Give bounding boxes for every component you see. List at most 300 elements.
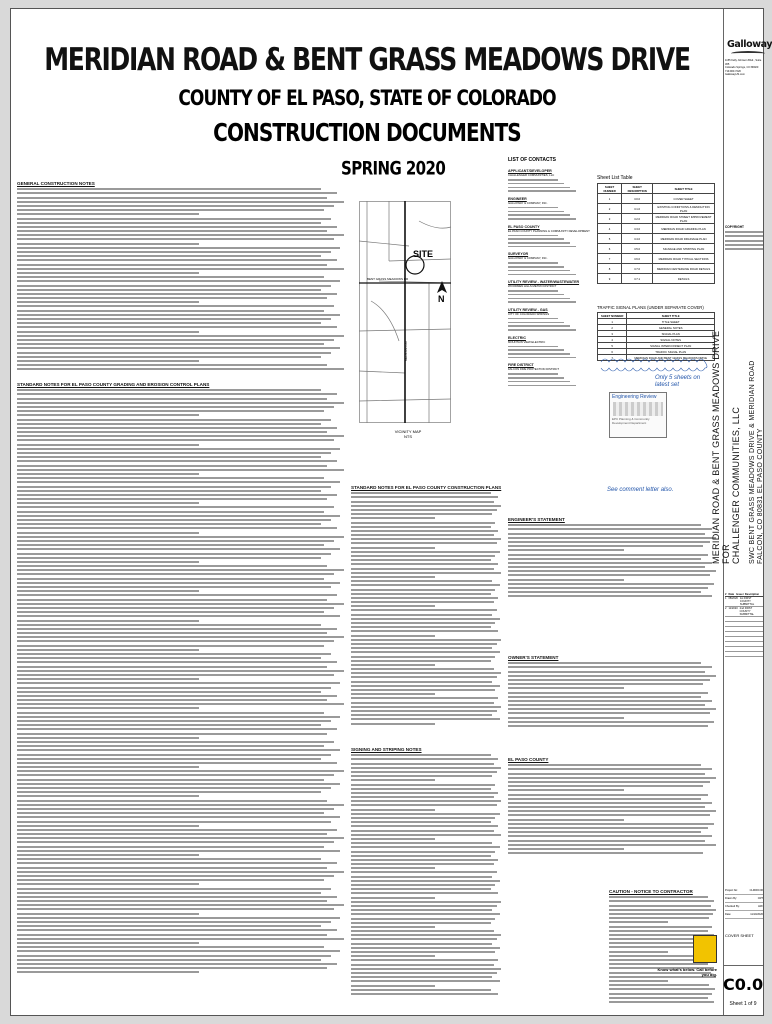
text-line — [17, 527, 337, 529]
text-line — [351, 804, 497, 806]
text-line — [17, 448, 340, 450]
contact-name: CHALLENGER COMMUNITIES, LLC — [508, 173, 555, 177]
issue-cell: 1st FIRST COUNTY SUBMITTAL — [739, 597, 755, 606]
text-line — [17, 640, 334, 642]
standard-construction-notes-heading: STANDARD NOTES FOR EL PASO COUNTY CONSTRUCTION PLANS — [351, 485, 502, 490]
meridian-road-label: MERIDIAN RD — [404, 341, 408, 361]
meta-row — [725, 903, 763, 911]
text-line — [351, 689, 495, 691]
logo-swoosh-icon — [731, 51, 765, 56]
text-line — [17, 938, 344, 940]
season-label: SPRING 2020 — [341, 157, 446, 180]
contact-heading: APPLICANT/DEVELOPER — [508, 169, 552, 173]
text-line — [508, 570, 716, 572]
text-line — [351, 830, 494, 832]
contact-heading: FIRE DISTRICT — [508, 363, 534, 368]
text-line — [508, 725, 708, 727]
text-line — [351, 551, 500, 553]
text-line — [508, 840, 705, 842]
text-line — [17, 955, 331, 957]
text-line — [17, 347, 340, 349]
text-line — [17, 218, 331, 220]
text-line — [17, 917, 340, 919]
text-line — [17, 892, 321, 894]
text-line — [351, 501, 494, 503]
text-line — [508, 785, 703, 787]
text-line — [508, 835, 712, 837]
table-row — [598, 274, 715, 284]
text-line — [609, 993, 712, 995]
text-line — [17, 494, 337, 496]
text-line — [17, 410, 324, 412]
stamp-line-1: EPC Planning & Community — [612, 417, 650, 421]
text-line — [17, 913, 199, 915]
text-line — [17, 565, 327, 567]
table-header-cell: SHEET NUMBER — [598, 313, 627, 319]
address-line-4: GallowayUS.com — [725, 73, 745, 77]
table-row — [598, 224, 715, 234]
text-line — [351, 568, 494, 570]
text-line — [17, 393, 337, 395]
vicinity-map-scale: NTS — [404, 434, 412, 439]
text-line — [351, 538, 501, 540]
text-line — [17, 691, 321, 693]
vertical-project-name-1: MERIDIAN ROAD & BENT GRASS MEADOWS DRIVE — [711, 330, 721, 564]
contacts-list — [508, 169, 592, 386]
text-line — [351, 572, 501, 574]
text-line — [17, 293, 337, 295]
text-line — [351, 788, 491, 790]
text-line — [508, 662, 701, 664]
see-comment-note: See comment letter also. — [607, 487, 674, 493]
text-line — [17, 816, 340, 818]
text-line — [17, 322, 321, 324]
contact-name: CITY OF COLORADO SPRINGS — [508, 311, 550, 316]
text-line — [508, 708, 716, 710]
text-line — [17, 837, 344, 839]
table-cell: 2 — [598, 325, 627, 331]
table-cell: MERIDIAN ROAD AND BENT GRASS MEADOWS DRIVE — [627, 355, 715, 361]
contact-entry — [508, 280, 592, 303]
contact-name: WOODMEN HILLS METRO DISTRICT — [508, 284, 557, 288]
table-cell: C1.0 — [622, 204, 653, 214]
text-line — [17, 314, 340, 316]
text-line — [351, 563, 498, 565]
text-line — [17, 950, 340, 952]
text-line — [17, 590, 199, 592]
issue-cell: 2nd FIRST COUNTY SUBMITTAL — [739, 607, 755, 616]
table-cell: C4.0 — [622, 234, 653, 244]
table-row — [598, 244, 715, 254]
text-line — [17, 511, 324, 513]
sheet-list — [597, 175, 717, 300]
text-line — [17, 661, 337, 663]
text-line — [351, 702, 494, 704]
text-line — [17, 657, 321, 659]
issue-col-date: Date — [728, 593, 735, 596]
table-cell: 4 — [598, 224, 622, 234]
text-line — [17, 821, 331, 823]
standard-construction-notes-block — [351, 485, 503, 735]
text-line — [508, 554, 708, 556]
text-line — [17, 649, 199, 651]
table-cell: 5 — [598, 234, 622, 244]
text-line — [17, 779, 324, 781]
contact-entry — [508, 197, 592, 220]
text-line — [508, 541, 710, 543]
text-line — [17, 477, 324, 479]
text-line — [351, 693, 435, 695]
text-line — [17, 624, 321, 626]
owner-statement-block — [508, 655, 718, 745]
text-line — [17, 599, 327, 601]
text-line — [508, 704, 705, 706]
contact-entry — [508, 252, 592, 275]
text-line — [609, 984, 709, 986]
contact-heading: EL PASO COUNTY — [508, 224, 540, 229]
stamp-line-2: Development Department — [612, 421, 647, 425]
text-line — [17, 770, 344, 772]
text-line — [508, 679, 710, 681]
text-line — [17, 460, 337, 462]
text-line — [351, 660, 491, 662]
text-line — [17, 423, 321, 425]
text-line — [351, 955, 435, 957]
text-line — [351, 867, 435, 869]
table-cell: C7.0 — [622, 264, 653, 274]
table-cell: 5 — [598, 343, 627, 349]
text-line — [17, 653, 331, 655]
contact-entry — [508, 225, 592, 248]
text-line — [17, 498, 327, 500]
text-line — [351, 672, 501, 674]
text-line — [351, 817, 495, 819]
meta-row — [725, 911, 763, 919]
text-line — [17, 867, 327, 869]
text-line — [351, 492, 491, 494]
text-line — [17, 862, 337, 864]
text-line — [508, 777, 716, 779]
contact-name: EL PASO COUNTY PLANNING & COMMUNITY DEVELOPMENT — [508, 228, 590, 233]
company-logo: Galloway — [727, 39, 772, 50]
engineer-statement-block — [508, 517, 718, 607]
text-line — [351, 863, 494, 865]
text-line — [17, 934, 327, 936]
text-line — [17, 289, 321, 291]
contacts-heading: LIST OF CONTACTS — [508, 157, 556, 163]
text-line — [351, 779, 435, 781]
text-line — [351, 597, 498, 599]
text-line — [17, 871, 344, 873]
text-line — [351, 718, 500, 720]
text-line — [17, 481, 340, 483]
standard-construction-notes-text — [351, 492, 503, 724]
table-cell: SIGNAGE AND STRIPING PLAN — [653, 244, 715, 254]
text-line — [17, 205, 334, 207]
text-line — [351, 842, 492, 844]
text-line — [17, 515, 340, 517]
vertical-project-address — [749, 304, 769, 564]
text-line — [351, 758, 498, 760]
text-line — [351, 922, 491, 924]
text-line — [508, 545, 703, 547]
text-line — [17, 787, 331, 789]
text-line — [17, 188, 321, 190]
text-line — [17, 908, 334, 910]
north-label: N — [438, 294, 445, 304]
text-line — [508, 595, 712, 597]
text-line — [17, 389, 321, 391]
text-line — [17, 544, 324, 546]
text-line — [351, 664, 435, 666]
text-line — [17, 967, 327, 969]
text-line — [508, 802, 712, 804]
text-line — [17, 557, 321, 559]
text-line — [17, 238, 334, 240]
table-cell: MERIDIAN ROAD DRAINAGE PLAN — [653, 234, 715, 244]
text-line — [508, 827, 708, 829]
text-line — [17, 804, 344, 806]
text-line — [17, 222, 321, 224]
text-line — [17, 888, 331, 890]
text-line — [17, 854, 199, 856]
text-line — [351, 888, 491, 890]
signing-notes-heading: SIGNING AND STRIPING NOTES — [351, 747, 422, 752]
text-line — [17, 247, 340, 249]
text-line — [17, 301, 199, 303]
text-line — [508, 574, 710, 576]
text-line — [351, 626, 491, 628]
text-line — [17, 858, 321, 860]
text-line — [17, 741, 334, 743]
text-line — [17, 352, 331, 354]
vertical-address-2: FALCON, CO 80831 EL PASO COUNTY — [757, 428, 764, 564]
contacts-block — [508, 157, 592, 497]
text-line — [17, 724, 321, 726]
text-line — [17, 749, 340, 751]
table-cell: TITLE SHEET — [627, 319, 715, 325]
text-line — [17, 745, 324, 747]
text-line — [17, 825, 199, 827]
owner-statement-text — [508, 662, 718, 727]
table-row — [598, 204, 715, 214]
text-line — [351, 784, 495, 786]
table-cell: SIGNAL INTERCONNECT PLAN — [627, 343, 715, 349]
text-line — [17, 444, 199, 446]
text-line — [508, 687, 624, 689]
text-line — [17, 971, 199, 973]
contact-heading: UTILITY REVIEW - GAS — [508, 307, 548, 312]
text-line — [508, 717, 624, 719]
text-line — [17, 695, 337, 697]
text-line — [17, 586, 331, 588]
table-cell: 3 — [598, 331, 627, 337]
text-line — [17, 812, 324, 814]
text-line — [508, 848, 624, 850]
text-line — [609, 909, 716, 911]
text-line — [351, 918, 495, 920]
table-row — [598, 214, 715, 224]
text-line — [17, 272, 199, 274]
text-line — [17, 670, 344, 672]
issue-row — [725, 607, 763, 617]
text-line — [17, 532, 199, 534]
text-line — [17, 548, 340, 550]
county-block-text — [508, 764, 718, 854]
engineer-statement-text — [508, 524, 718, 597]
table-row — [598, 254, 715, 264]
text-line — [17, 766, 199, 768]
contact-heading: ELECTRIC — [508, 335, 526, 340]
text-line — [508, 831, 701, 833]
text-line — [17, 490, 321, 492]
issue-col-desc: Issue / Description — [736, 593, 760, 596]
text-line — [17, 519, 331, 521]
text-line — [17, 234, 344, 236]
text-line — [17, 712, 324, 714]
text-line — [351, 989, 491, 991]
text-line — [609, 988, 715, 990]
text-line — [17, 465, 327, 467]
text-line — [17, 276, 324, 278]
owner-statement-heading: OWNER'S STATEMENT — [508, 655, 559, 660]
text-line — [609, 926, 712, 928]
text-line — [17, 795, 199, 797]
text-line — [17, 841, 334, 843]
table-header-cell: SHEET TITLE — [653, 184, 715, 194]
table-cell: EXISTING CONDITIONS & DEMOLITION PLAN — [653, 204, 715, 214]
text-line — [609, 900, 714, 902]
meta-value: 11/10/2020 — [750, 913, 763, 916]
text-line — [508, 579, 624, 581]
text-line — [351, 697, 498, 699]
copyright-heading: COPYRIGHT — [725, 225, 744, 229]
text-line — [508, 810, 716, 812]
table-cell: C5.0 — [622, 244, 653, 254]
text-line — [351, 976, 492, 978]
text-line — [508, 583, 714, 585]
text-line — [508, 712, 710, 714]
table-cell: C3.0 — [622, 224, 653, 234]
text-line — [17, 959, 321, 961]
text-line — [17, 791, 321, 793]
text-line — [351, 763, 494, 765]
text-line — [17, 632, 327, 634]
text-line — [351, 517, 435, 519]
table-cell: TRAFFIC SIGNAL PLAN — [627, 349, 715, 355]
text-line — [17, 578, 324, 580]
text-line — [351, 792, 498, 794]
call-811-logo-icon — [693, 935, 717, 963]
table-cell: C0.0 — [622, 194, 653, 204]
text-line — [508, 781, 710, 783]
text-line — [508, 591, 701, 593]
text-line — [17, 197, 327, 199]
text-line — [351, 618, 500, 620]
text-line — [17, 435, 344, 437]
text-line — [351, 901, 501, 903]
text-line — [351, 601, 494, 603]
text-line — [351, 951, 495, 953]
text-line — [609, 905, 711, 907]
general-notes-heading: GENERAL CONSTRUCTION NOTES — [17, 181, 95, 186]
stamp-body — [613, 402, 663, 416]
text-line — [17, 255, 321, 257]
county-block — [508, 757, 718, 867]
text-line — [351, 985, 435, 987]
text-line — [351, 555, 495, 557]
meta-label: Checked By: — [725, 905, 740, 908]
table-row — [598, 194, 715, 204]
text-line — [17, 310, 324, 312]
standard-grading-notes-heading: STANDARD NOTES FOR EL PASO COUNTY GRADING AND EROSION CONTROL PLANS — [17, 382, 210, 387]
table-cell: C2.0 — [622, 214, 653, 224]
text-line — [17, 875, 334, 877]
text-line — [351, 838, 435, 840]
text-line — [351, 714, 492, 716]
project-title: MERIDIAN ROAD & BENT GRASS MEADOWS DRIVE — [44, 41, 690, 78]
text-line — [351, 767, 501, 769]
sheet-list-table — [597, 183, 715, 284]
text-line — [17, 925, 321, 927]
table-cell: 6 — [598, 349, 627, 355]
text-line — [351, 509, 497, 511]
text-line — [351, 605, 435, 607]
text-line — [17, 687, 331, 689]
text-line — [17, 209, 324, 211]
text-line — [609, 980, 668, 982]
text-line — [351, 668, 494, 670]
text-line — [17, 201, 344, 203]
contact-heading: UTILITY REVIEW - WATER/WASTEWATER — [508, 280, 580, 284]
text-line — [508, 798, 701, 800]
text-line — [351, 635, 435, 637]
standard-grading-notes-text — [17, 389, 347, 973]
text-line — [351, 576, 435, 578]
text-line — [351, 639, 501, 641]
contact-name: FALCON FIRE PROTECTION DISTRICT — [508, 367, 560, 372]
text-line — [508, 566, 705, 568]
text-line — [17, 900, 327, 902]
text-line — [609, 917, 709, 919]
traffic-signal-title: TRAFFIC SIGNAL PLANS (UNDER SEPARATE COVER) — [597, 305, 704, 310]
issue-cell: 08/2020 — [728, 597, 738, 600]
issue-cell: 1 — [725, 597, 727, 600]
call-before-you-dig: Know what's below. Call before you dig. — [657, 967, 717, 977]
text-line — [508, 773, 705, 775]
text-line — [17, 703, 344, 705]
company-address — [725, 59, 763, 77]
text-line — [17, 716, 340, 718]
text-line — [17, 611, 324, 613]
contact-name: GALLOWAY & COMPANY, INC. — [508, 256, 548, 261]
text-line — [351, 968, 501, 970]
text-line — [17, 754, 331, 756]
table-cell: 6 — [598, 244, 622, 254]
table-cell: MERIDIAN ROAD GRADING PLAN — [653, 224, 715, 234]
text-line — [17, 942, 199, 944]
text-line — [17, 414, 199, 416]
text-line — [17, 628, 337, 630]
text-line — [508, 789, 624, 791]
text-line — [17, 762, 337, 764]
address-line-3: 719.900.7220 — [725, 69, 741, 73]
text-line — [351, 622, 495, 624]
text-line — [17, 406, 334, 408]
text-line — [351, 964, 494, 966]
text-line — [351, 589, 495, 591]
text-line — [351, 938, 497, 940]
